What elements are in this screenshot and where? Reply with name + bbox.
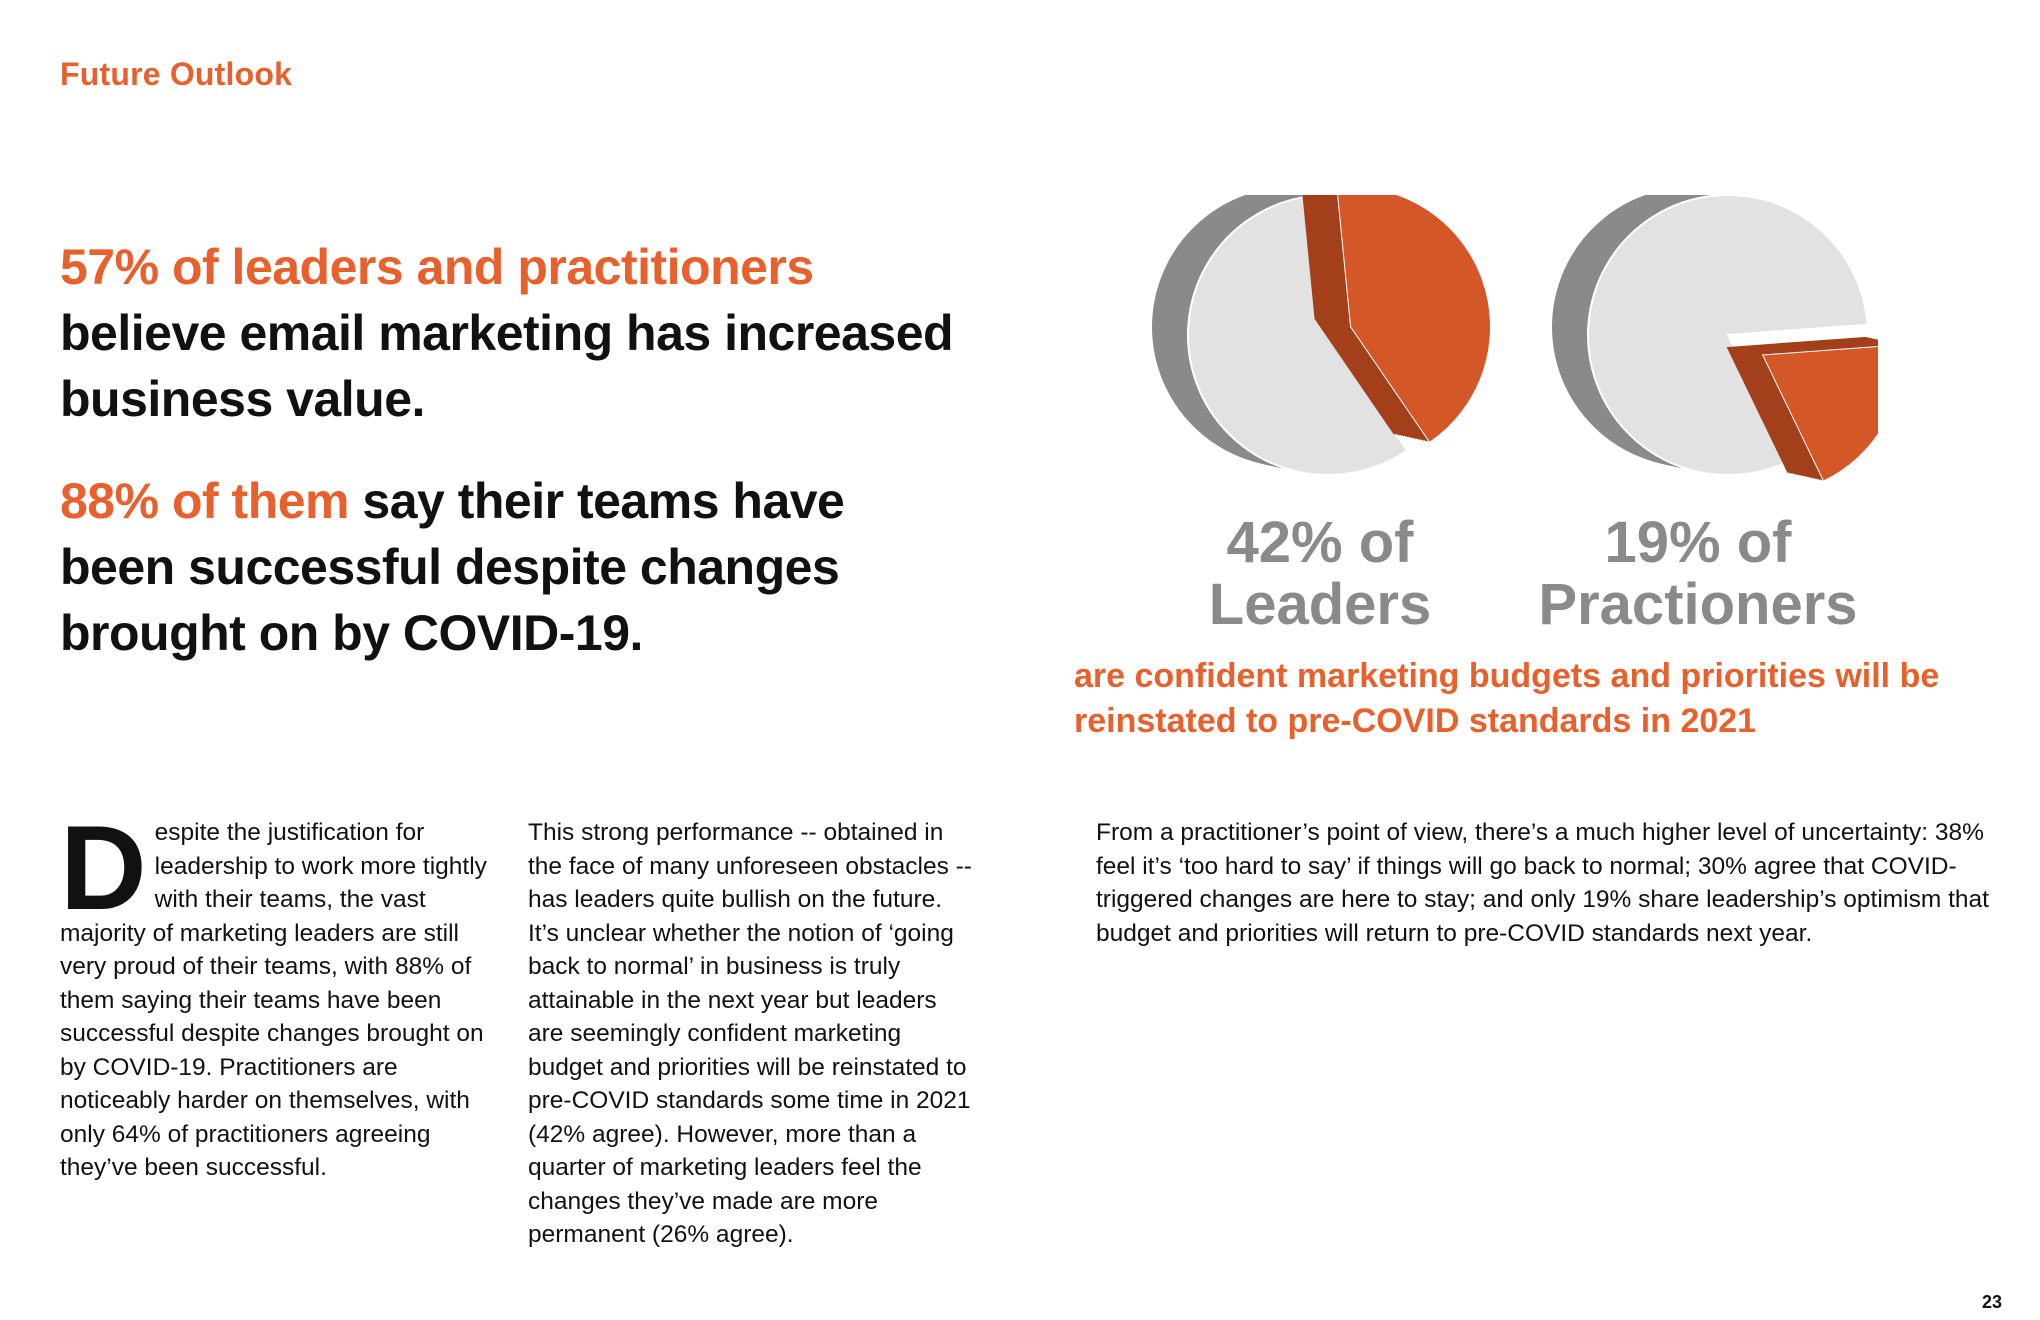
headline [60, 234, 960, 666]
drop-cap: D [60, 801, 147, 935]
chart-caption: are confident marketing budgets and priorities will be reinstated to pre-COVID standards in 2021 [1074, 657, 1940, 740]
headline-text-2: say their teams have been successful despite changes brought on by COVID-19. [60, 473, 845, 661]
section-label: Future Outlook [60, 56, 293, 92]
stat-practioners-label: Practioners [1538, 572, 1858, 637]
stat-leaders-label: Leaders [1208, 572, 1432, 637]
body-column-3: From a practitioner’s point of view, there’s a much higher level of uncertainty: 38% feel it’s ‘too hard to say’ if things will go back to normal; 30% agree that COVID-triggered changes are here to stay; and only 19% share leadership’s optimism that budget and priorities will return to pre-COVID standards next year. [1096, 819, 1989, 947]
body-column-1-text: espite the justification for leadership to work more tightly with their teams, the vast majority of marketing leaders are still very proud of their teams, with 88% of them saying their teams have been successful despite changes brought on by COVID-19. Practitioners are noticeably harder on themselves, with only 64% of practitioners agreeing they’ve been successful. [60, 819, 487, 1181]
stat-practioners [1508, 512, 1888, 636]
body-column-2: This strong performance -- obtained in the face of many unforeseen obstacles -- has leaders quite bullish on the future. It’s unclear whether the notion of ‘going back to normal’ in business is truly attainable in the next year but leaders are seemingly confident marketing budget and priorities will be reinstated to pre-COVID standards some time in 2021 (42% agree). However, more than a quarter of marketing leaders feel the changes they’ve made are more permanent (26% agree). [528, 819, 972, 1248]
pie-chart-leaders [1140, 195, 1490, 495]
headline-text-1: believe email marketing has increased business value. [60, 305, 954, 427]
body-column-1 [60, 801, 500, 1185]
page-number: 23 [1982, 1292, 2003, 1312]
headline-statement-2 [60, 468, 960, 666]
headline-highlight-2: 88% of them [60, 473, 350, 529]
stat-leaders-value: 42% of [1226, 510, 1414, 575]
stat-leaders [1170, 512, 1470, 636]
stat-practioners-value: 19% of [1604, 510, 1792, 575]
headline-highlight-1: 57% of leaders and practitioners [60, 239, 814, 295]
headline-statement-1 [60, 234, 960, 432]
pie-chart-practioners [1528, 195, 1878, 495]
